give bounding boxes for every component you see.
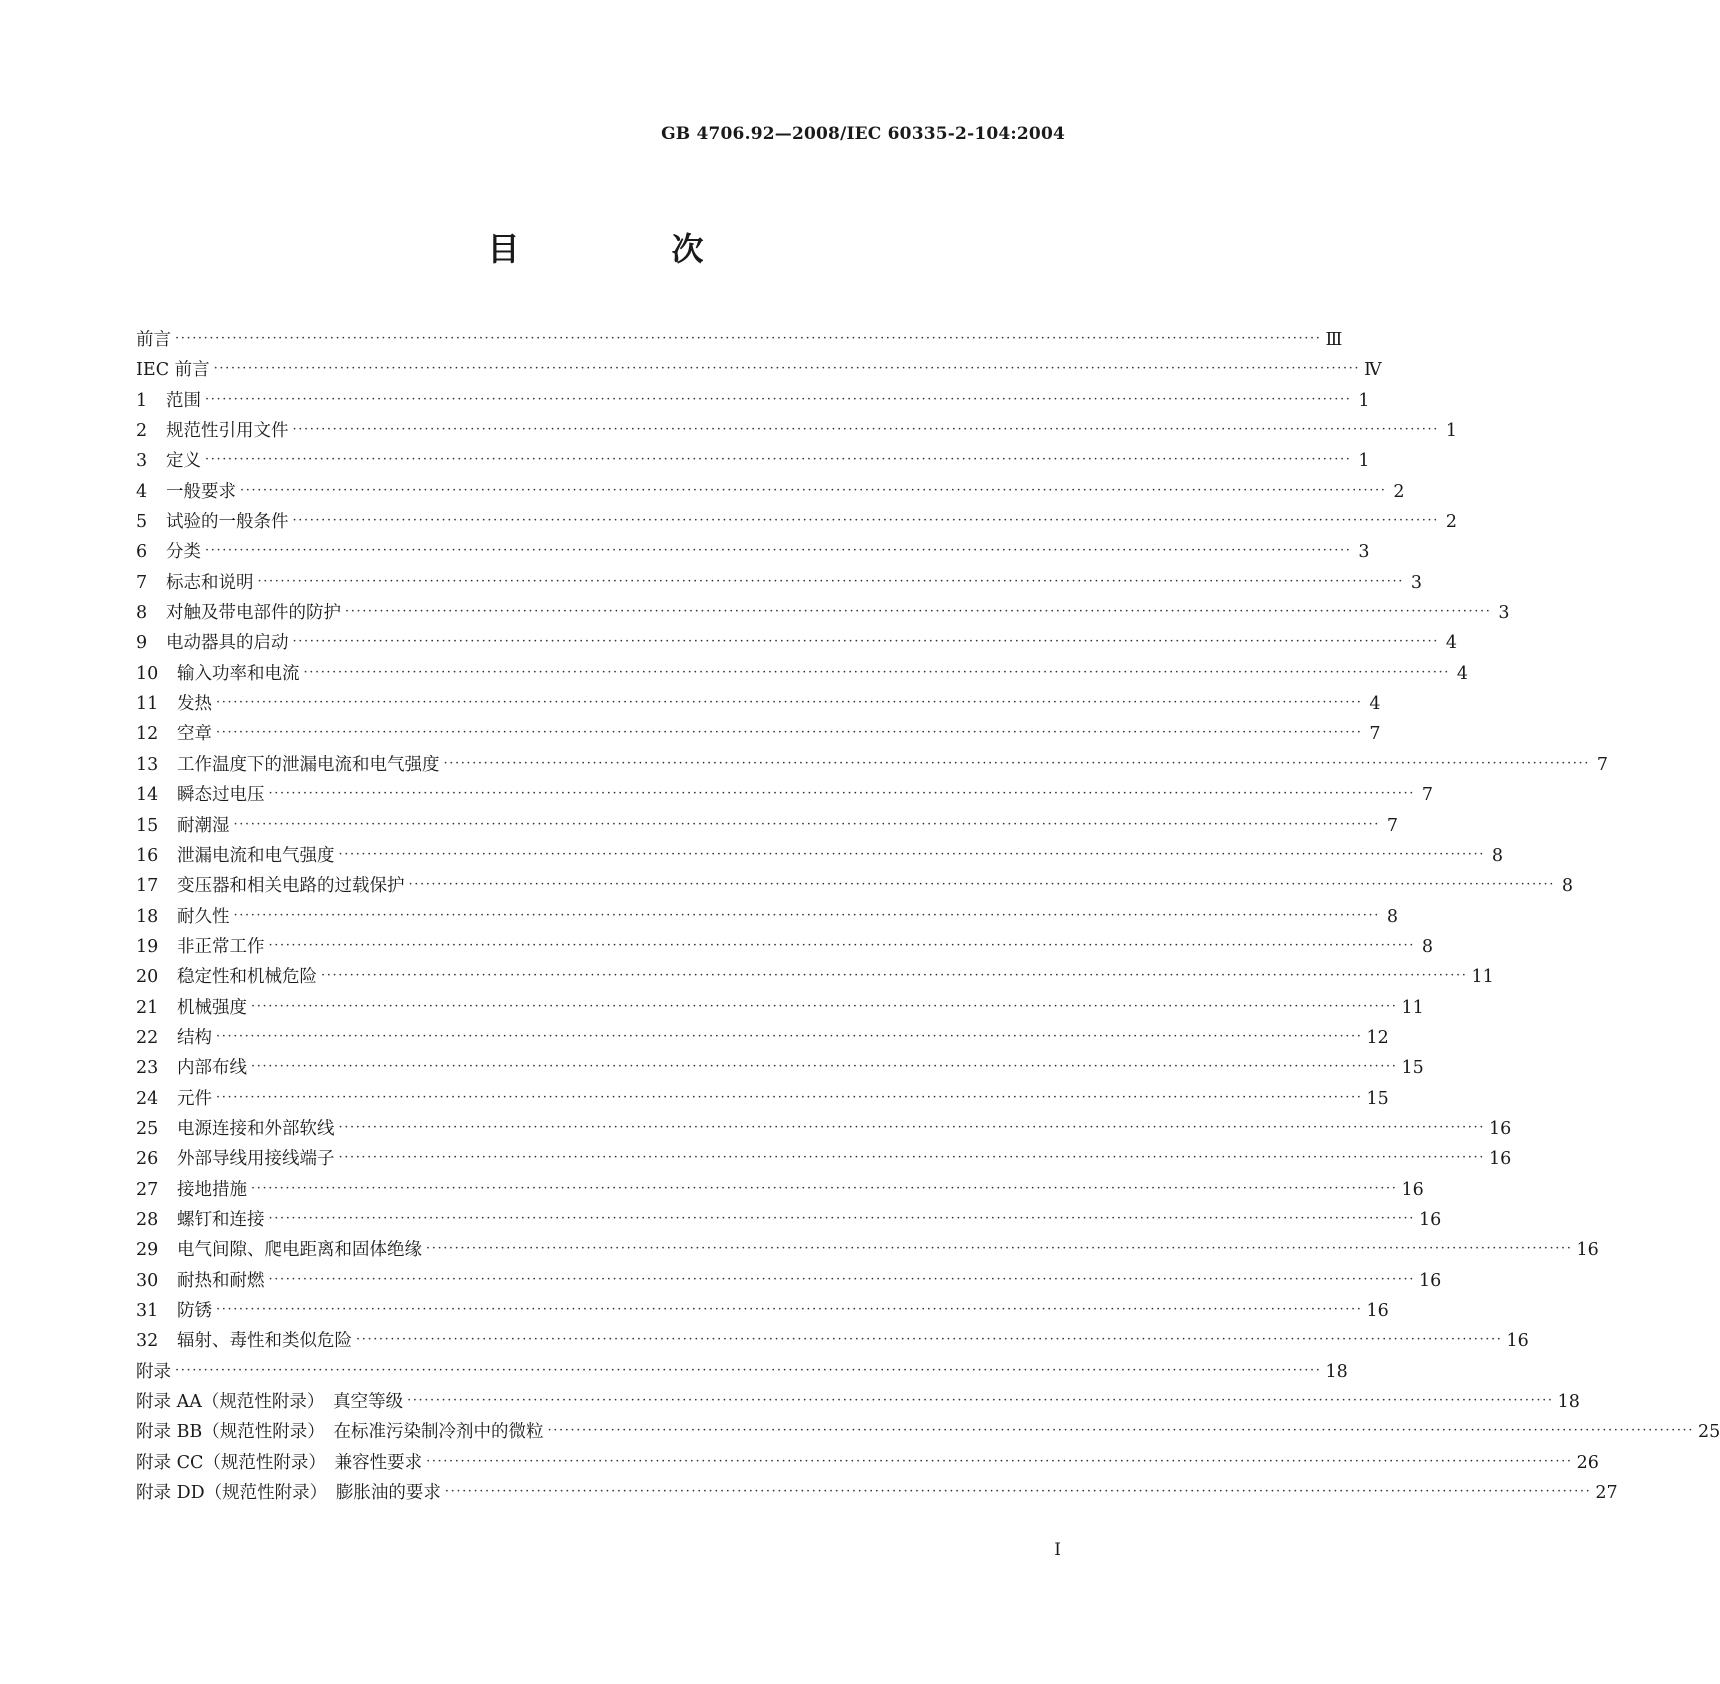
toc-entry[interactable]: [136, 1358, 1348, 1388]
toc-entry-number: 21: [136, 997, 159, 1018]
toc-entry-number: 18: [136, 906, 159, 927]
toc-entry[interactable]: [136, 1024, 1389, 1054]
toc-dot-leader: ········································································································································································································: [251, 1059, 1398, 1075]
toc-entry-number: 29: [136, 1240, 159, 1261]
toc-entry-page: 7: [1369, 724, 1381, 745]
toc-entry-number: 28: [136, 1209, 159, 1230]
toc-entry-label: 对触及带电部件的防护: [166, 603, 341, 624]
toc-entry[interactable]: [136, 326, 1343, 356]
toc-entry-label: 输入功率和电流: [177, 663, 300, 684]
toc-entry-label: 电动器具的启动: [166, 633, 289, 654]
toc-dot-leader: ········································································································································································································: [216, 1089, 1363, 1105]
toc-entry-page: 4: [1369, 694, 1381, 715]
toc-entry-number: 19: [136, 936, 159, 957]
toc-dot-leader: ········································································································································································································: [338, 1150, 1485, 1166]
toc-entry[interactable]: [136, 599, 1510, 629]
toc-entry-label: 发热: [177, 694, 212, 715]
toc-entry-number: 2: [136, 421, 148, 442]
toc-entry[interactable]: [136, 1176, 1424, 1206]
toc-entry-label: 定义: [166, 451, 201, 472]
toc-entry-label: 规范性引用文件: [166, 421, 289, 442]
toc-entry-label: 内部布线: [177, 1058, 247, 1079]
toc-dot-leader: ········································································································································································································: [547, 1423, 1695, 1439]
toc-entry[interactable]: [136, 1236, 1599, 1266]
toc-entry-number: 14: [136, 785, 159, 806]
toc-dot-leader: ········································································································································································································: [268, 1210, 1415, 1226]
toc-entry-page: 4: [1445, 633, 1457, 654]
toc-entry-page: 3: [1358, 542, 1370, 563]
toc-entry-label: 机械强度: [177, 997, 247, 1018]
toc-entry-label: 结构: [177, 1027, 212, 1048]
page-number: I: [1054, 1540, 1061, 1560]
toc-entry-page: 16: [1506, 1331, 1529, 1352]
toc-entry-number: 4: [136, 481, 148, 502]
toc-dot-leader: ········································································································································································································: [216, 1028, 1363, 1044]
toc-entry-number: 31: [136, 1301, 159, 1321]
toc-entry-page: 26: [1576, 1452, 1599, 1473]
toc-entry-page: 11: [1471, 967, 1494, 988]
toc-entry-label: 元件: [177, 1088, 212, 1109]
toc-entry-label: 耐潮湿: [177, 815, 230, 836]
toc-entry-page: 1: [1358, 451, 1370, 472]
toc-entry-page: 16: [1366, 1301, 1389, 1321]
toc-dot-leader: ········································································································································································································: [303, 664, 1450, 680]
toc-entry[interactable]: [136, 1145, 1512, 1175]
toc-entry-page: 11: [1401, 997, 1424, 1018]
toc-entry[interactable]: [136, 903, 1398, 933]
toc-entry-label: 变压器和相关电路的过载保护: [177, 876, 405, 897]
toc-entry-page: 12: [1366, 1027, 1389, 1048]
toc-entry[interactable]: [136, 629, 1457, 659]
toc-dot-leader: ········································································································································································································: [216, 1302, 1363, 1317]
toc-entry-page: 15: [1366, 1088, 1389, 1109]
toc-dot-leader: ········································································································································································································: [268, 1271, 1415, 1287]
toc-dot-leader: ········································································································································································································: [251, 1180, 1398, 1196]
toc-entry-page: 16: [1488, 1149, 1512, 1170]
toc-entry-label: 接地措施: [177, 1179, 247, 1200]
toc-dot-leader: ········································································································································································································: [408, 877, 1555, 893]
toc-entry-label: 电源连接和外部软线: [177, 1118, 335, 1139]
toc-entry[interactable]: [136, 781, 1433, 811]
toc-dot-leader: ········································································································································································································: [268, 786, 1415, 802]
toc-entry-label: 附录 BB（规范性附录） 在标准污染制冷剂中的微粒: [136, 1422, 544, 1443]
toc-dot-leader: ········································································································································································································: [338, 846, 1485, 862]
toc-entry-label: 一般要求: [166, 481, 236, 502]
toc-entry-page: 16: [1576, 1240, 1599, 1261]
toc-dot-leader: ········································································································································································································: [292, 634, 1439, 650]
toc-entry-number: 12: [136, 724, 159, 745]
toc-entry[interactable]: [136, 1206, 1442, 1236]
toc-entry[interactable]: [136, 1267, 1442, 1297]
toc-dot-leader: ········································································································································································································: [216, 695, 1363, 711]
toc-entry-number: 11: [136, 694, 159, 715]
toc-dot-leader: ········································································································································································································: [205, 452, 1352, 468]
toc-entry-label: 范围: [166, 390, 201, 411]
toc-dot-leader: ········································································································································································································: [240, 482, 1387, 498]
toc-entry-number: 10: [136, 663, 159, 684]
toc-entry-number: 6: [136, 542, 148, 563]
toc-entry[interactable]: [136, 356, 1382, 386]
toc-entry-number: 16: [136, 845, 159, 866]
toc-dot-leader: ········································································································································································································: [345, 604, 1492, 620]
toc-dot-leader: ········································································································································································································: [175, 331, 1322, 346]
toc-entry[interactable]: [136, 478, 1405, 508]
toc-entry[interactable]: [136, 751, 1608, 781]
toc-dot-leader: ········································································································································································································: [356, 1332, 1503, 1348]
toc-entry-page: 15: [1401, 1058, 1424, 1079]
toc-entry-page: 2: [1445, 512, 1457, 533]
toc-entry-page: 8: [1491, 845, 1503, 866]
toc-dot-leader: ········································································································································································································: [213, 361, 1361, 377]
toc-entry-label: IEC 前言: [136, 360, 210, 381]
toc-entry-label: 附录 DD（规范性附录） 膨胀油的要求: [136, 1483, 441, 1504]
toc-entry-number: 13: [136, 754, 159, 775]
toc-entry-number: 27: [136, 1179, 159, 1200]
toc-entry-page: 4: [1456, 663, 1468, 684]
toc-dot-leader: ········································································································································································································: [205, 543, 1352, 559]
toc-dot-leader: ········································································································································································································: [444, 1484, 1592, 1500]
toc-dot-leader: ········································································································································································································: [407, 1393, 1554, 1409]
toc-entry-number: 17: [136, 876, 159, 897]
toc-dot-leader: ········································································································································································································: [426, 1241, 1573, 1257]
toc-entry[interactable]: [136, 1449, 1599, 1479]
toc-entry-label: 非正常工作: [177, 936, 265, 957]
toc-entry-number: 3: [136, 451, 148, 472]
toc-dot-leader: ········································································································································································································: [426, 1453, 1573, 1469]
toc-entry-page: 16: [1418, 1270, 1442, 1291]
toc-dot-leader: ········································································································································································································: [205, 391, 1352, 407]
toc-dot-leader: ········································································································································································································: [216, 725, 1363, 741]
toc-entry[interactable]: [136, 1115, 1512, 1145]
toc-entry[interactable]: [136, 1388, 1580, 1418]
toc-entry-page: Ⅲ: [1325, 330, 1343, 350]
toc-entry-label: 标志和说明: [166, 572, 254, 593]
toc-entry-page: 1: [1445, 421, 1457, 442]
toc-entry-label: 附录 AA（规范性附录） 真空等级: [136, 1392, 404, 1413]
toc-entry[interactable]: [136, 387, 1370, 417]
toc-entry-label: 附录: [136, 1361, 171, 1382]
toc-entry-page: 7: [1386, 815, 1398, 836]
toc-entry-page: 1: [1358, 390, 1370, 411]
toc-entry-number: 9: [136, 633, 148, 654]
toc-entry-label: 耐热和耐燃: [177, 1270, 265, 1291]
toc-entry-label: 外部导线用接线端子: [177, 1149, 335, 1170]
toc-entry[interactable]: [136, 538, 1370, 568]
toc-entry-number: 15: [136, 815, 159, 836]
toc-entry[interactable]: [136, 1297, 1389, 1327]
toc-entry-number: 1: [136, 390, 148, 411]
toc-entry-number: 32: [136, 1331, 159, 1352]
toc-entry-page: 3: [1410, 572, 1422, 593]
toc-entry[interactable]: [136, 963, 1494, 993]
toc-entry-label: 耐久性: [177, 906, 230, 927]
toc-entry-label: 瞬态过电压: [177, 785, 265, 806]
toc-entry-page: 8: [1421, 936, 1433, 957]
toc-entry-label: 螺钉和连接: [177, 1209, 265, 1230]
toc-dot-leader: ········································································································································································································: [233, 907, 1380, 923]
toc-entry-label: 稳定性和机械危险: [177, 967, 317, 988]
toc-dot-leader: ········································································································································································································: [233, 816, 1380, 832]
toc-entry-label: 前言: [136, 330, 171, 350]
toc-entry-label: 空章: [177, 724, 212, 745]
toc-entry[interactable]: [136, 447, 1370, 477]
toc-entry-label: 泄漏电流和电气强度: [177, 845, 335, 866]
toc-entry[interactable]: [136, 417, 1457, 447]
toc-entry-label: 辐射、毒性和类似危险: [177, 1331, 352, 1352]
toc-entry[interactable]: [136, 720, 1381, 750]
toc-entry-page: Ⅳ: [1364, 360, 1382, 381]
toc-dot-leader: ········································································································································································································: [338, 1119, 1485, 1135]
toc-entry-number: 23: [136, 1058, 159, 1079]
toc-dot-leader: ········································································································································································································: [251, 998, 1398, 1014]
toc-entry-label: 分类: [166, 542, 201, 563]
toc-entry[interactable]: [136, 1327, 1529, 1357]
toc-entry-page: 18: [1557, 1392, 1580, 1413]
toc-entry-page: 3: [1498, 603, 1510, 624]
toc-entry-page: 16: [1401, 1179, 1424, 1200]
toc-entry-page: 8: [1561, 876, 1573, 897]
toc-entry[interactable]: [136, 690, 1381, 720]
toc-entry-page: 18: [1325, 1361, 1348, 1382]
toc-entry-number: 5: [136, 512, 148, 533]
toc-entry-label: 防锈: [177, 1301, 212, 1321]
toc-dot-leader: ········································································································································································································: [292, 422, 1439, 438]
toc-entry[interactable]: [136, 872, 1573, 902]
toc-dot-leader: ········································································································································································································: [292, 513, 1439, 529]
toc-entry-number: 26: [136, 1149, 159, 1170]
toc-entry-label: 工作温度下的泄漏电流和电气强度: [177, 754, 440, 775]
toc-entry[interactable]: [136, 660, 1468, 690]
toc-entry-label: 试验的一般条件: [166, 512, 289, 533]
toc-entry[interactable]: [136, 812, 1398, 842]
toc-dot-leader: ········································································································································································································: [175, 1362, 1322, 1378]
toc-entry-label: 附录 CC（规范性附录） 兼容性要求: [136, 1452, 423, 1473]
toc-entry-number: 25: [136, 1118, 159, 1139]
toc-entry-number: 24: [136, 1088, 159, 1109]
toc-entry[interactable]: [136, 933, 1433, 963]
toc-entry[interactable]: [136, 1085, 1389, 1115]
toc-entry[interactable]: [136, 1054, 1424, 1084]
toc-entry[interactable]: [136, 1479, 1618, 1509]
toc-entry-number: 20: [136, 967, 159, 988]
toc-dot-leader: ········································································································································································································: [257, 573, 1404, 589]
toc-entry-number: 22: [136, 1027, 159, 1048]
standard-number: GB 4706.92—2008/IEC 60335-2-104:2004: [661, 124, 1065, 144]
toc-entry-page: 27: [1595, 1483, 1618, 1504]
toc-entry[interactable]: [136, 508, 1457, 538]
toc-entry[interactable]: [136, 842, 1503, 872]
toc-entry[interactable]: [136, 994, 1424, 1024]
toc-dot-leader: ········································································································································································································: [321, 968, 1468, 984]
toc-entry[interactable]: [136, 1418, 1720, 1448]
toc-entry-page: 8: [1386, 906, 1398, 927]
toc-entry-page: 16: [1418, 1209, 1442, 1230]
toc-entry-number: 30: [136, 1270, 159, 1291]
toc-entry-number: 8: [136, 603, 148, 624]
toc-entry[interactable]: [136, 569, 1422, 599]
toc-entry-page: 2: [1393, 481, 1405, 502]
toc-entry-page: 7: [1421, 785, 1433, 806]
toc-entry-page: 25: [1698, 1422, 1720, 1443]
table-of-contents: [136, 326, 1720, 1509]
toc-entry-page: 7: [1596, 754, 1608, 775]
toc-entry-number: 7: [136, 572, 148, 593]
toc-entry-label: 电气间隙、爬电距离和固体绝缘: [177, 1240, 422, 1261]
page-title: 目 次: [487, 230, 764, 268]
toc-entry-page: 16: [1488, 1118, 1512, 1139]
toc-dot-leader: ········································································································································································································: [268, 937, 1415, 953]
toc-dot-leader: ········································································································································································································: [443, 755, 1590, 771]
